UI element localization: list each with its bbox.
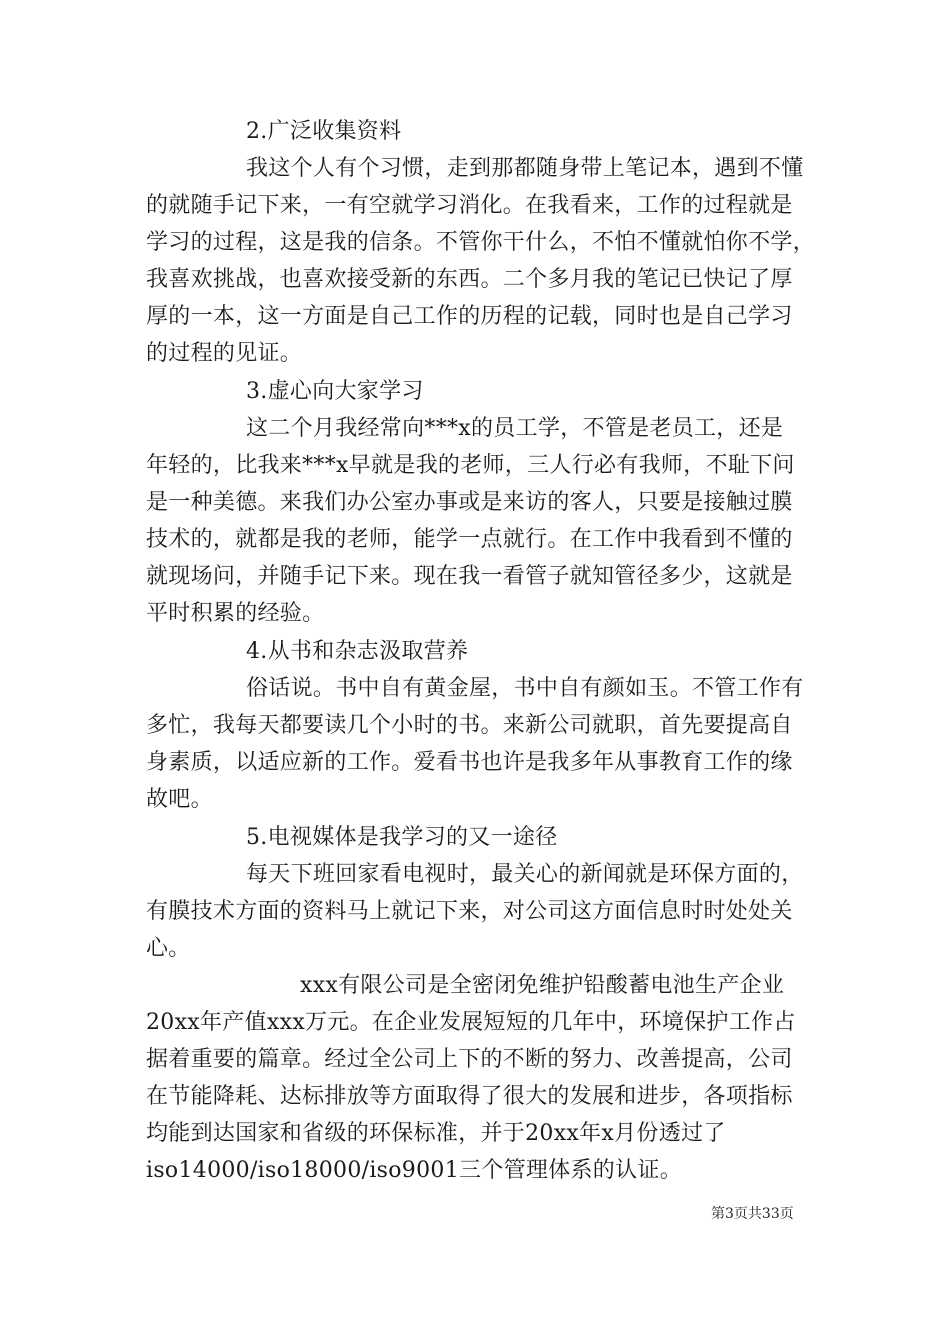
paragraph-line: 俗话说。书中自有黄金屋，书中自有颜如玉。不管工作有 bbox=[246, 676, 804, 701]
paragraph-line: 在节能降耗、达标排放等方面取得了很大的发展和进步，各项指标 bbox=[146, 1084, 793, 1109]
paragraph-line: 每天下班回家看电视时，最关心的新闻就是环保方面的， bbox=[246, 862, 804, 887]
paragraph-line: 就现场问，并随手记下来。现在我一看管子就知管径多少，这就是 bbox=[146, 564, 793, 589]
paragraph-line: iso14000/iso18000/iso9001三个管理体系的认证。 bbox=[146, 1158, 682, 1183]
paragraph-line: 的就随手记下来，一有空就学习消化。在我看来，工作的过程就是 bbox=[146, 193, 793, 218]
section-heading-3: 3.虚心向大家学习 bbox=[246, 379, 424, 404]
paragraph-line: 20xx年产值xxx万元。在企业发展短短的几年中，环境保护工作占 bbox=[146, 1010, 796, 1035]
paragraph-line: 故吧。 bbox=[146, 787, 213, 812]
section-heading-4: 4.从书和杂志汲取营养 bbox=[246, 639, 469, 664]
paragraph-line: 平时积累的经验。 bbox=[146, 601, 325, 626]
paragraph-line: 厚的一本，这一方面是自己工作的历程的记载，同时也是自己学习 bbox=[146, 304, 793, 329]
section-heading-5: 5.电视媒体是我学习的又一途径 bbox=[246, 825, 558, 850]
paragraph-line: 多忙，我每天都要读几个小时的书。来新公司就职，首先要提高自 bbox=[146, 713, 793, 738]
paragraph-line: 的过程的见证。 bbox=[146, 341, 303, 366]
page-number: 第3页共33页 bbox=[711, 1206, 794, 1222]
paragraph-line: xxx有限公司是全密闭免维护铅酸蓄电池生产企业 bbox=[300, 973, 785, 998]
paragraph-line: 据着重要的篇章。经过全公司上下的不断的努力、改善提高，公司 bbox=[146, 1047, 793, 1072]
paragraph-line: 我这个人有个习惯，走到那都随身带上笔记本，遇到不懂 bbox=[246, 156, 804, 181]
paragraph-line: 我喜欢挑战，也喜欢接受新的东西。二个多月我的笔记已快记了厚 bbox=[146, 267, 793, 292]
paragraph-line: 心。 bbox=[146, 936, 191, 961]
paragraph-line: 这二个月我经常向***x的员工学，不管是老员工，还是 bbox=[246, 416, 784, 441]
paragraph-line: 技术的，就都是我的老师，能学一点就行。在工作中我看到不懂的 bbox=[146, 527, 793, 552]
paragraph-line: 身素质，以适应新的工作。爱看书也许是我多年从事教育工作的缘 bbox=[146, 750, 793, 775]
paragraph-line: 是一种美德。来我们办公室办事或是来访的客人，只要是接触过膜 bbox=[146, 490, 793, 515]
paragraph-line: 均能到达国家和省级的环保标准，并于20xx年x月份透过了 bbox=[146, 1121, 726, 1146]
paragraph-line: 年轻的，比我来***x早就是我的老师，三人行必有我师，不耻下问 bbox=[146, 453, 795, 478]
paragraph-line: 有膜技术方面的资料马上就记下来，对公司这方面信息时时处处关 bbox=[146, 899, 793, 924]
paragraph-line: 学习的过程，这是我的信条。不管你干什么，不怕不懂就怕你不学， bbox=[146, 230, 816, 255]
section-heading-2: 2.广泛收集资料 bbox=[246, 119, 402, 144]
